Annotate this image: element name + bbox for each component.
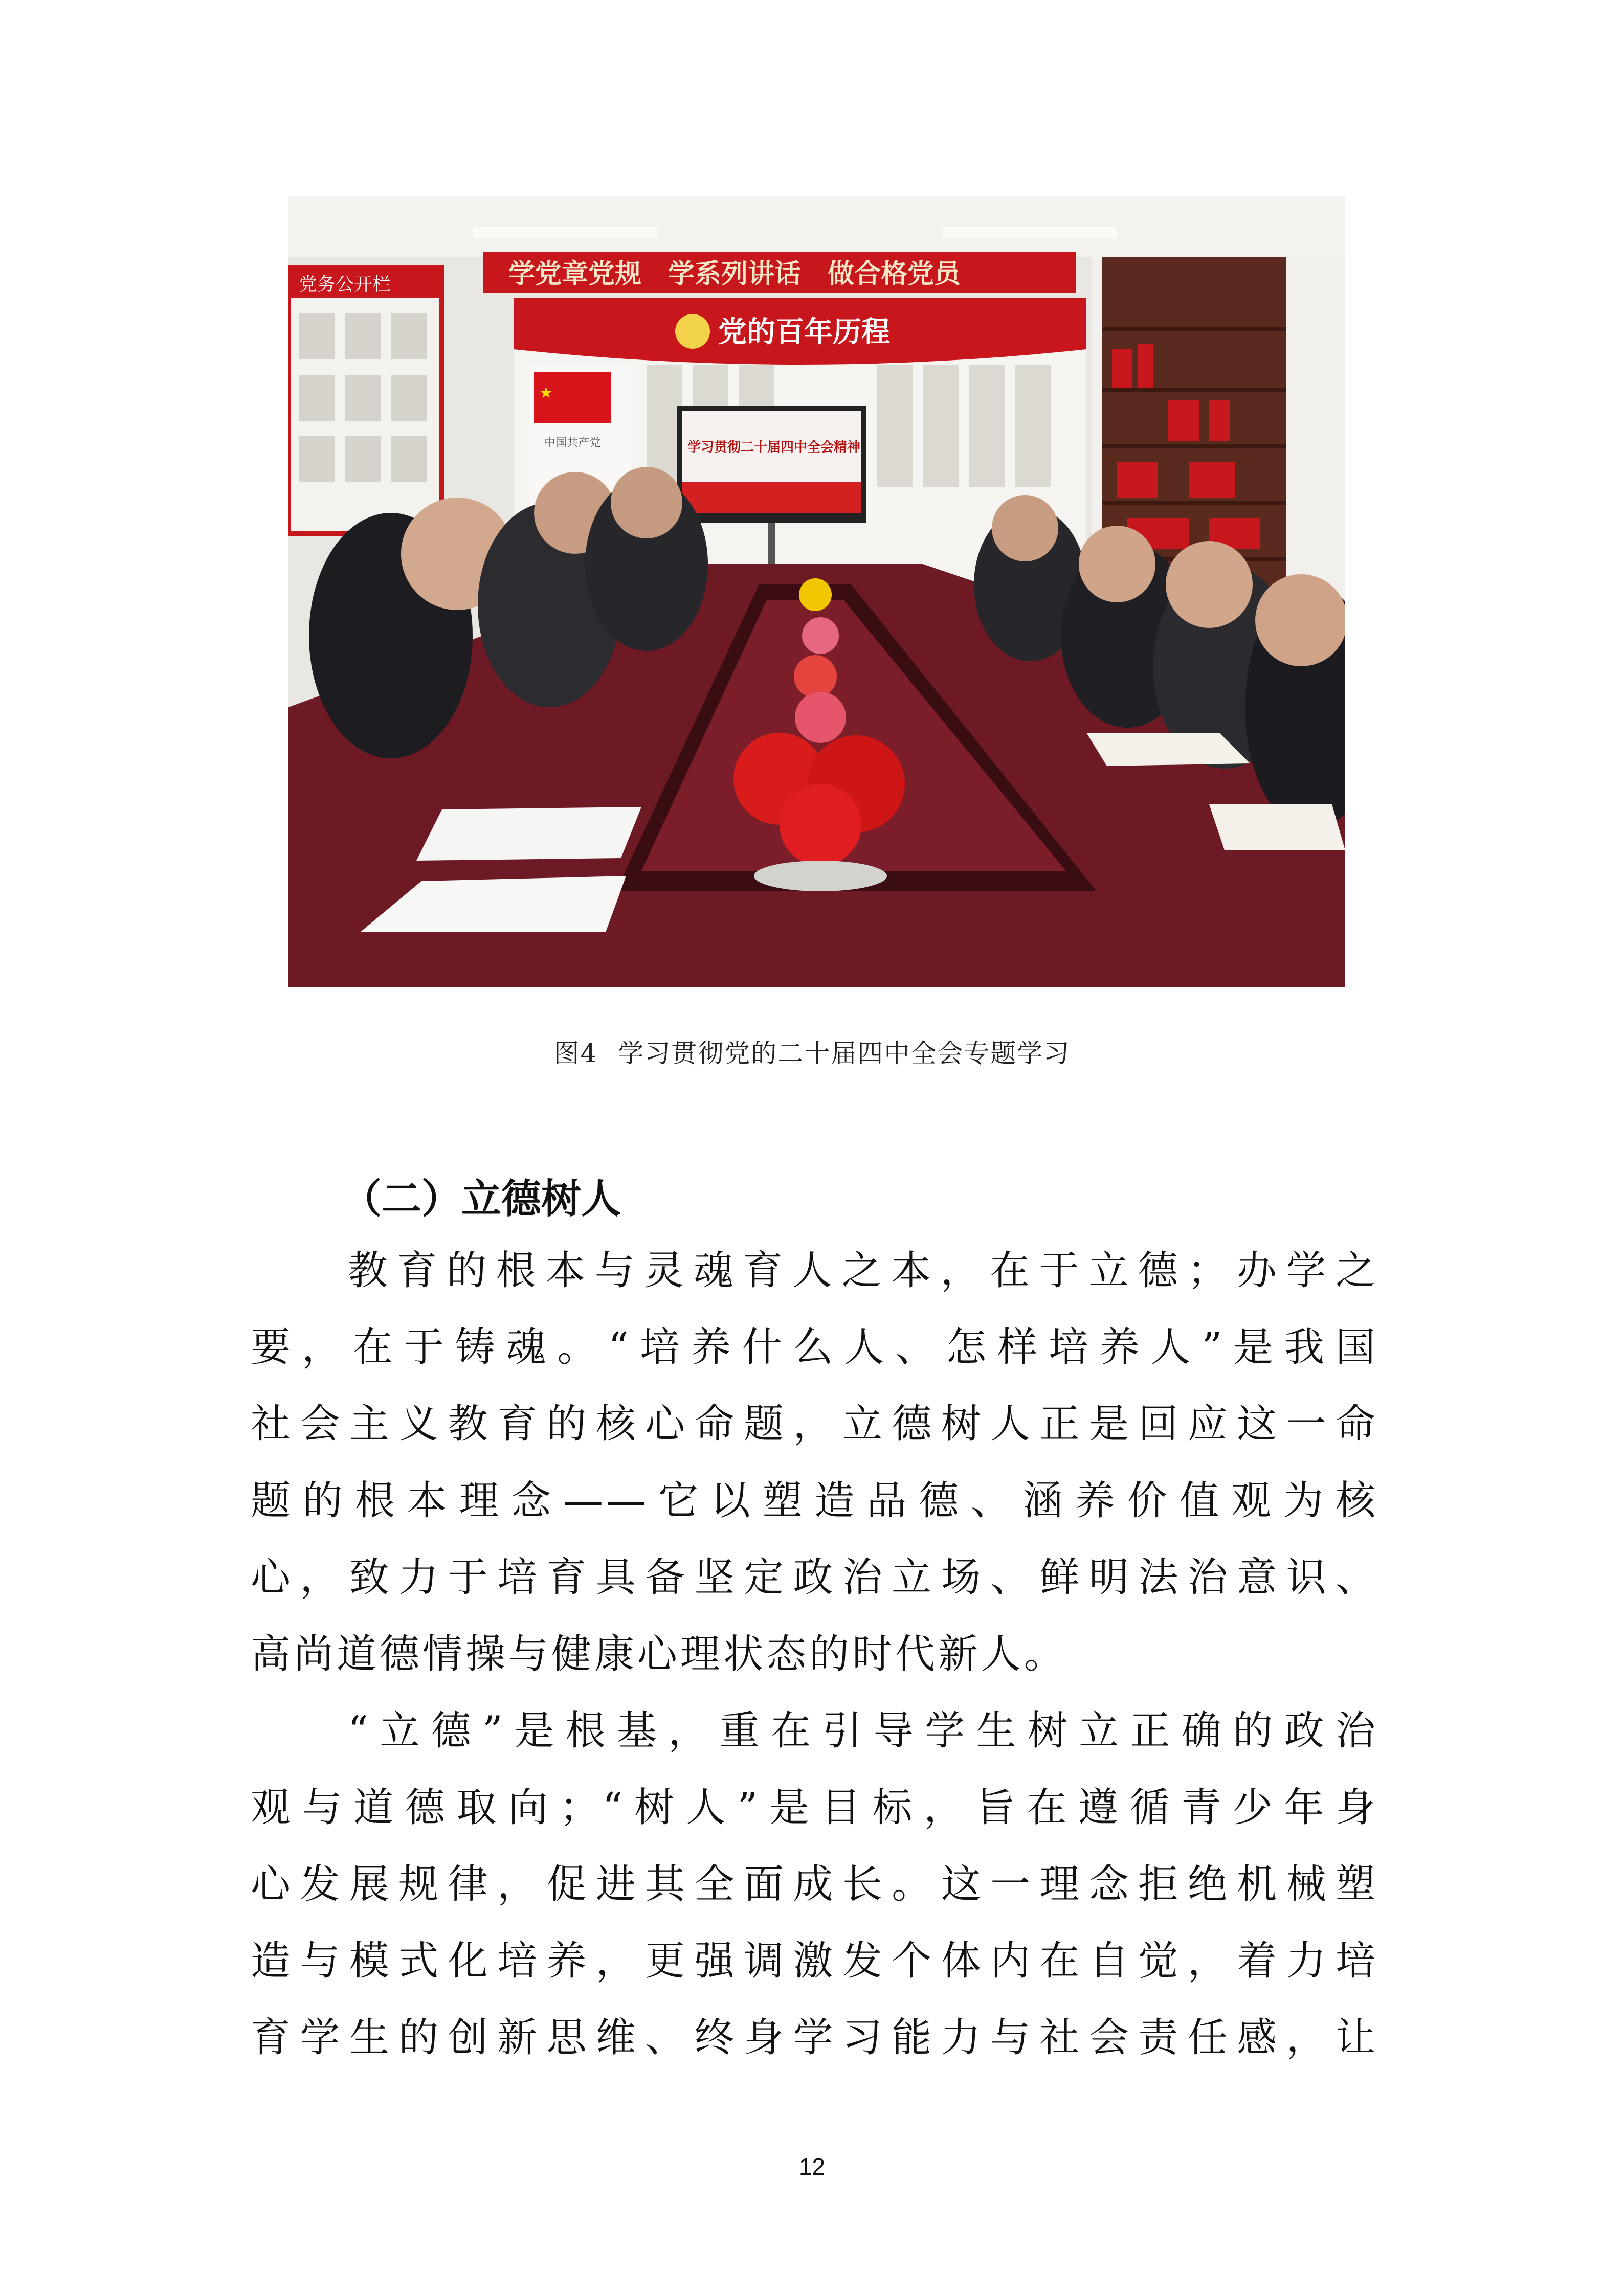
- paragraph-line: 高尚道德情操与健康心理状态的时代新人。: [251, 1631, 1067, 1677]
- screen-title: 学习贯彻二十届四中全会精神: [687, 440, 861, 455]
- paragraph-line: 造与模式化培养，更强调激发个体内在自觉，着力培: [251, 1938, 1378, 1984]
- section-heading: （二）立德树人: [342, 1176, 621, 1222]
- paragraph-line: 题的根本理念——它以塑造品德、涵养价值观为核: [251, 1478, 1378, 1524]
- page-number: 12: [798, 2153, 826, 2180]
- paragraph-2: [251, 1693, 1378, 2076]
- svg-text:★: ★: [539, 384, 553, 402]
- paragraph-line: 育学生的创新思维、终身学习能力与社会责任感，让: [251, 2015, 1378, 2061]
- history-board-title: 党的百年历程: [718, 316, 890, 349]
- paragraph-line: 心，致力于培育具备坚定政治立场、鲜明法治意识、: [251, 1555, 1378, 1601]
- paragraph-line: 教育的根本与灵魂育人之本，在于立德；办学之: [348, 1248, 1378, 1294]
- paragraph-line: “立德”是根基，重在引导学生树立正确的政治: [348, 1708, 1378, 1754]
- paragraph-1: [251, 1232, 1378, 1693]
- paragraph-line: 观与道德取向；“树人”是目标，旨在遵循青少年身: [251, 1785, 1378, 1831]
- paragraph-line: 心发展规律，促进其全面成长。这一理念拒绝机械塑: [251, 1861, 1378, 1907]
- meeting-photo: [288, 196, 1345, 987]
- paragraph-line: 要，在于铸魂。“培养什么人、怎样培养人”是我国: [251, 1324, 1378, 1370]
- wall-slogan: 学党章党规 学系列讲话 做合格党员: [508, 259, 961, 289]
- flag-label: 中国共产党: [544, 437, 601, 449]
- figure-caption-text: 学习贯彻党的二十届四中全会专题学习: [618, 1039, 1071, 1068]
- figure-caption: [0, 1033, 1624, 1070]
- paragraph-line: 社会主义教育的核心命题，立德树人正是回应这一命: [251, 1401, 1378, 1447]
- figure-number: 图4: [553, 1039, 598, 1068]
- left-board-title: 党务公开栏: [299, 274, 391, 295]
